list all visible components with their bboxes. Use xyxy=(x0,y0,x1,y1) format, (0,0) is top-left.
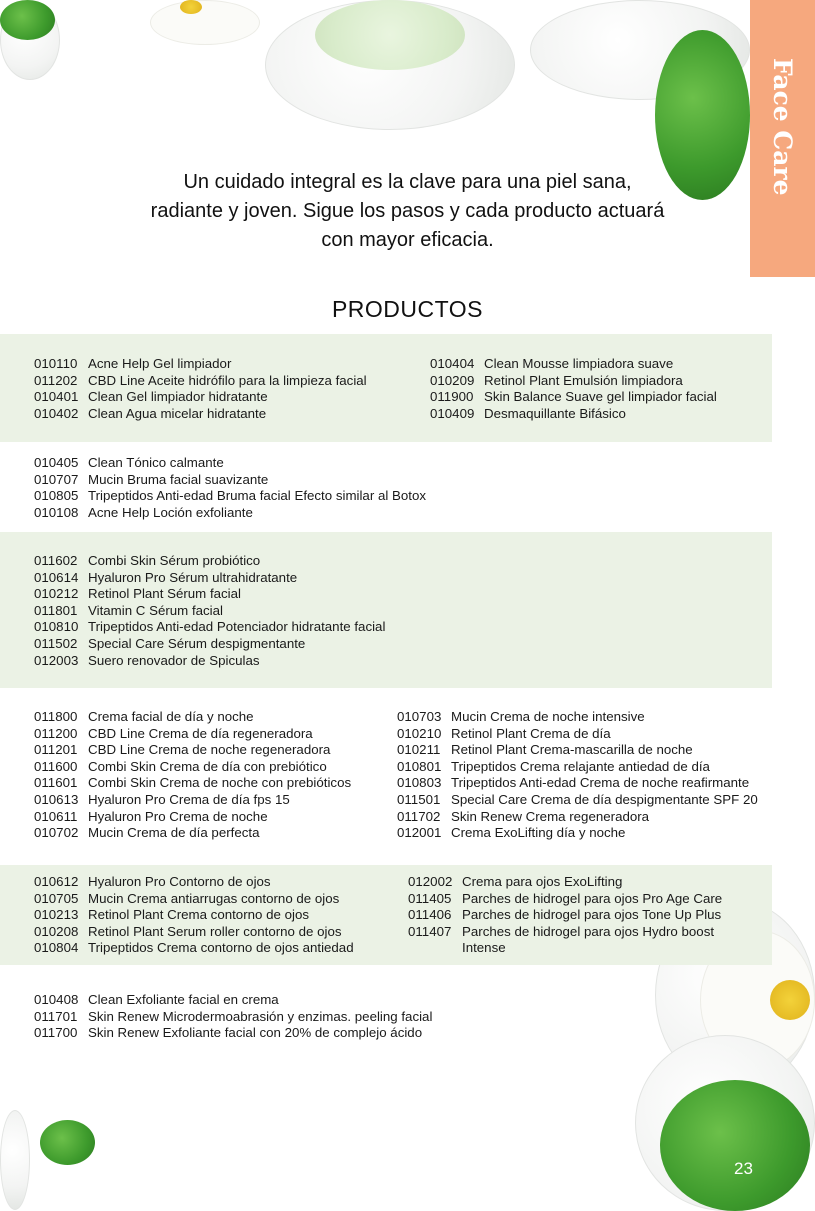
product-item xyxy=(430,356,717,373)
product-name: Skin Balance Suave gel limpiador facial xyxy=(484,389,717,405)
section-eye-care xyxy=(0,865,772,965)
product-code: 012003 xyxy=(34,652,79,668)
product-code: 010613 xyxy=(34,791,79,807)
product-name: Special Care Sérum despigmentante xyxy=(88,635,306,651)
product-name: Hyaluron Pro Crema de noche xyxy=(88,808,268,824)
product-code: 010805 xyxy=(34,488,79,504)
product-column-left xyxy=(34,553,385,669)
product-code: 010208 xyxy=(34,923,79,939)
product-code: 010810 xyxy=(34,619,79,635)
product-name: Crema facial de día y noche xyxy=(88,709,254,724)
product-code: 012001 xyxy=(397,825,442,841)
section-tab xyxy=(750,0,815,277)
product-item xyxy=(397,775,758,792)
product-item xyxy=(34,619,385,636)
product-item xyxy=(34,940,354,957)
decor-flower-center xyxy=(770,980,810,1020)
product-code: 011900 xyxy=(430,389,474,405)
product-name: Retinol Plant Crema de día xyxy=(451,725,611,741)
product-code: 010108 xyxy=(34,504,79,520)
product-code: 011200 xyxy=(34,725,78,741)
product-name: Vitamin C Sérum facial xyxy=(88,602,223,618)
product-name: Combi Skin Crema de noche con prebióticos xyxy=(88,775,352,791)
product-item xyxy=(397,825,758,842)
product-item xyxy=(34,1009,432,1026)
product-name: CBD Line Aceite hidrófilo para la limpieza facial xyxy=(88,372,367,388)
product-name: Retinol Plant Crema-mascarilla de noche xyxy=(451,742,693,758)
product-code: 011800 xyxy=(34,709,78,724)
product-item xyxy=(397,742,758,759)
product-name: Skin Renew Microdermoabrasión y enzimas. peeling facial xyxy=(88,1008,433,1024)
product-code: 011407 xyxy=(408,923,452,939)
page-number: 23 xyxy=(734,1159,753,1178)
product-name: Acne Help Gel limpiador xyxy=(88,356,232,371)
product-code: 010212 xyxy=(34,586,79,602)
product-code: 012002 xyxy=(408,874,453,889)
product-item xyxy=(34,488,426,505)
product-item xyxy=(34,1025,432,1042)
product-item xyxy=(34,907,354,924)
product-code: 010209 xyxy=(430,372,475,388)
product-item xyxy=(34,992,432,1009)
product-name: Skin Renew Crema regeneradora xyxy=(451,808,650,824)
product-item xyxy=(34,586,385,603)
product-item xyxy=(408,874,748,891)
product-item xyxy=(34,874,354,891)
product-item xyxy=(34,373,367,390)
product-name: Clean Gel limpiador hidratante xyxy=(88,389,268,405)
decor-cream xyxy=(315,0,465,70)
decor-clover xyxy=(40,1120,95,1165)
product-name: Tripeptidos Anti-edad Bruma facial Efecto similar al Botox xyxy=(88,488,426,504)
product-name: Crema ExoLifting día y noche xyxy=(451,825,626,841)
product-code: 010409 xyxy=(430,405,475,421)
product-item xyxy=(34,924,354,941)
product-name: Parches de hidrogel para ojos Pro Age Care xyxy=(462,890,723,906)
product-item xyxy=(34,356,367,373)
product-code: 011201 xyxy=(34,742,78,758)
product-name: Mucin Crema de día perfecta xyxy=(88,825,260,841)
product-column-left xyxy=(34,874,354,957)
product-code: 010210 xyxy=(397,725,442,741)
product-item xyxy=(397,759,758,776)
product-item xyxy=(34,553,385,570)
product-column-left xyxy=(34,709,351,842)
decor-flower xyxy=(150,0,260,45)
product-column-left xyxy=(34,356,367,422)
product-item xyxy=(34,759,351,776)
product-item xyxy=(34,742,351,759)
product-item xyxy=(34,891,354,908)
product-name: Hyaluron Pro Sérum ultrahidratante xyxy=(88,569,298,585)
product-name: Hyaluron Pro Contorno de ojos xyxy=(88,874,271,889)
section-toners xyxy=(0,455,772,525)
product-item xyxy=(34,570,385,587)
product-item xyxy=(430,406,717,423)
product-name: Clean Agua micelar hidratante xyxy=(88,405,267,421)
section-exfoliants xyxy=(0,992,772,1047)
product-item xyxy=(34,389,367,406)
decor-leaf xyxy=(660,1080,810,1211)
product-name: Tripeptidos Crema contorno de ojos antiedad xyxy=(88,940,354,956)
section-tab-label: Face Care xyxy=(768,58,797,196)
product-code: 010702 xyxy=(34,825,79,841)
intro-text: Un cuidado integral es la clave para una piel sana, radiante y joven. Sigue los pasos y cada producto actuará con mayor eficacia. xyxy=(150,171,665,251)
product-name: Combi Skin Sérum probiótico xyxy=(88,553,261,568)
product-code: 010402 xyxy=(34,405,79,421)
product-item xyxy=(34,792,351,809)
product-name: Mucin Crema antiarrugas contorno de ojos xyxy=(88,890,340,906)
product-name: CBD Line Crema de noche regeneradora xyxy=(88,742,331,758)
product-name: Retinol Plant Crema contorno de ojos xyxy=(88,907,309,923)
section-creams xyxy=(0,709,815,849)
product-item xyxy=(34,653,385,670)
product-code: 010211 xyxy=(397,742,441,758)
product-code: 010611 xyxy=(34,808,78,824)
product-code: 011202 xyxy=(34,372,78,388)
product-item xyxy=(34,775,351,792)
product-item xyxy=(397,726,758,743)
product-column-right xyxy=(397,709,758,842)
product-name: Combi Skin Crema de día con prebiótico xyxy=(88,758,327,774)
product-code: 011600 xyxy=(34,758,78,774)
product-item xyxy=(408,891,748,908)
product-name: Clean Tónico calmante xyxy=(88,455,224,470)
section-cleansers xyxy=(0,334,772,442)
product-name: Skin Renew Exfoliante facial con 20% de complejo ácido xyxy=(88,1025,423,1041)
product-column-left xyxy=(34,455,426,521)
product-item xyxy=(34,636,385,653)
product-name: Tripeptidos Anti-edad Potenciador hidratante facial xyxy=(88,619,386,635)
product-code: 011502 xyxy=(34,635,78,651)
product-code: 010801 xyxy=(397,758,442,774)
decor-leaf xyxy=(655,30,750,200)
product-code: 010408 xyxy=(34,992,79,1007)
product-item xyxy=(397,709,758,726)
product-item xyxy=(34,726,351,743)
product-column-right xyxy=(430,356,717,422)
product-item xyxy=(34,505,426,522)
product-item xyxy=(430,373,717,390)
product-name: Parches de hidrogel para ojos Tone Up Plus xyxy=(462,907,722,923)
product-name: Crema para ojos ExoLifting xyxy=(462,874,623,889)
product-name: Retinol Plant Emulsión limpiadora xyxy=(484,372,683,388)
product-name: Desmaquillante Bifásico xyxy=(484,405,626,421)
product-code: 010213 xyxy=(34,907,79,923)
product-name: Suero renovador de Spiculas xyxy=(88,652,260,668)
product-code: 011406 xyxy=(408,907,452,923)
product-code: 010703 xyxy=(397,709,442,724)
product-code: 010612 xyxy=(34,874,79,889)
decor-leaf xyxy=(0,0,55,40)
product-item xyxy=(34,825,351,842)
product-name: Tripeptidos Anti-edad Crema de noche reafirmante xyxy=(451,775,750,791)
product-code: 011601 xyxy=(34,775,78,791)
product-code: 011700 xyxy=(34,1025,78,1041)
product-name: Retinol Plant Serum roller contorno de ojos xyxy=(88,923,342,939)
product-code: 010803 xyxy=(397,775,442,791)
product-item xyxy=(408,907,748,924)
product-code: 010405 xyxy=(34,455,79,470)
section-serums xyxy=(0,532,772,688)
product-code: 011501 xyxy=(397,791,441,807)
product-code: 010804 xyxy=(34,940,79,956)
product-code: 011602 xyxy=(34,553,78,568)
product-code: 010401 xyxy=(34,389,79,405)
product-code: 011702 xyxy=(397,808,441,824)
product-column-right xyxy=(408,874,748,957)
product-name: Acne Help Loción exfoliante xyxy=(88,504,253,520)
product-item xyxy=(34,455,426,472)
decor-flower-center xyxy=(180,0,202,14)
product-name: Mucin Crema de noche intensive xyxy=(451,709,645,724)
product-name: Clean Mousse limpiadora suave xyxy=(484,356,674,371)
product-name: Retinol Plant Sérum facial xyxy=(88,586,241,602)
product-item xyxy=(34,472,426,489)
product-code: 010404 xyxy=(430,356,475,371)
product-code: 010707 xyxy=(34,471,79,487)
product-item xyxy=(34,603,385,620)
product-name: Clean Exfoliante facial en crema xyxy=(88,992,279,1007)
product-item xyxy=(397,809,758,826)
product-name: CBD Line Crema de día regeneradora xyxy=(88,725,313,741)
product-item xyxy=(34,809,351,826)
product-code: 011405 xyxy=(408,890,452,906)
product-item xyxy=(397,792,758,809)
page-title: PRODUCTOS xyxy=(331,296,484,322)
product-item xyxy=(430,389,717,406)
product-name: Special Care Crema de día despigmentante SPF 20 xyxy=(451,791,758,807)
product-name: Mucin Bruma facial suavizante xyxy=(88,471,269,487)
product-code: 010614 xyxy=(34,569,79,585)
product-name: Hyaluron Pro Crema de día fps 15 xyxy=(88,791,290,807)
product-item xyxy=(408,924,748,957)
product-column-left xyxy=(34,992,432,1042)
product-code: 011701 xyxy=(34,1008,78,1024)
product-name: Tripeptidos Crema relajante antiedad de día xyxy=(451,758,710,774)
product-item xyxy=(34,406,367,423)
product-code: 011801 xyxy=(34,602,78,618)
product-code: 010705 xyxy=(34,890,79,906)
product-code: 010110 xyxy=(34,356,78,371)
product-item xyxy=(34,709,351,726)
product-name: Parches de hidrogel para ojos Hydro boost Intense xyxy=(462,923,715,956)
decor-dish xyxy=(0,1110,30,1210)
